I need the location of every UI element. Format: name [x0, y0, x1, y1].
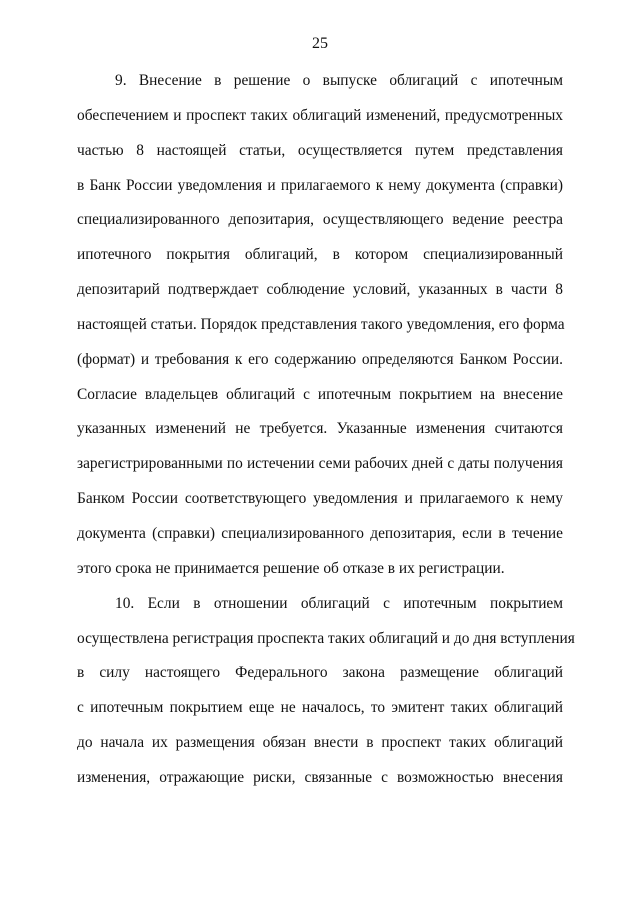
- text-line: Банком России соответствующего уведомления и прилагаемого к нему: [77, 490, 563, 508]
- text-line: до начала их размещения обязан внести в проспект таких облигаций: [77, 734, 563, 752]
- text-line: ипотечного покрытия облигаций, в котором специализированный: [77, 246, 563, 264]
- text-line: настоящей статьи. Порядок представления такого уведомления, его форма: [77, 315, 565, 333]
- text-line: (формат) и требования к его содержанию определяются Банком России.: [77, 350, 563, 368]
- text-line: Согласие владельцев облигаций с ипотечным покрытием на внесение: [77, 385, 563, 403]
- text-line: с ипотечным покрытием еще не началось, то эмитент таких облигаций: [77, 699, 563, 717]
- text-line: обеспечением и проспект таких облигаций изменений, предусмотренных: [77, 106, 563, 124]
- text-line: указанных изменений не требуется. Указанные изменения считаются: [77, 420, 563, 438]
- text-line: в Банк России уведомления и прилагаемого к нему документа (справки): [77, 176, 563, 194]
- text-line: 9. Внесение в решение о выпуске облигаций с ипотечным: [115, 72, 563, 89]
- paragraph-10: [77, 593, 575, 802]
- text-line: депозитарий подтверждает соблюдение условий, указанных в части 8: [77, 281, 563, 299]
- text-line: этого срока не принимается решение об отказе в их регистрации.: [77, 559, 505, 577]
- text-line: осуществлена регистрация проспекта таких облигаций и до дня вступления: [77, 629, 575, 647]
- text-line: в силу настоящего Федерального закона размещение облигаций: [77, 664, 563, 682]
- text-line: зарегистрированными по истечении семи рабочих дней с даты получения: [77, 455, 563, 473]
- text-line: частью 8 настоящей статьи, осуществляется путем представления: [77, 141, 563, 159]
- paragraph-9: [77, 70, 563, 593]
- text-line: 10. Если в отношении облигаций с ипотечным покрытием: [115, 594, 563, 612]
- text-line: документа (справки) специализированного депозитария, если в течение: [77, 524, 563, 542]
- text-line: изменения, отражающие риски, связанные с возможностью внесения: [77, 768, 563, 786]
- document-body: [77, 70, 575, 802]
- text-line: специализированного депозитария, осуществляющего ведение реестра: [77, 211, 563, 229]
- page-number: 25: [312, 35, 328, 52]
